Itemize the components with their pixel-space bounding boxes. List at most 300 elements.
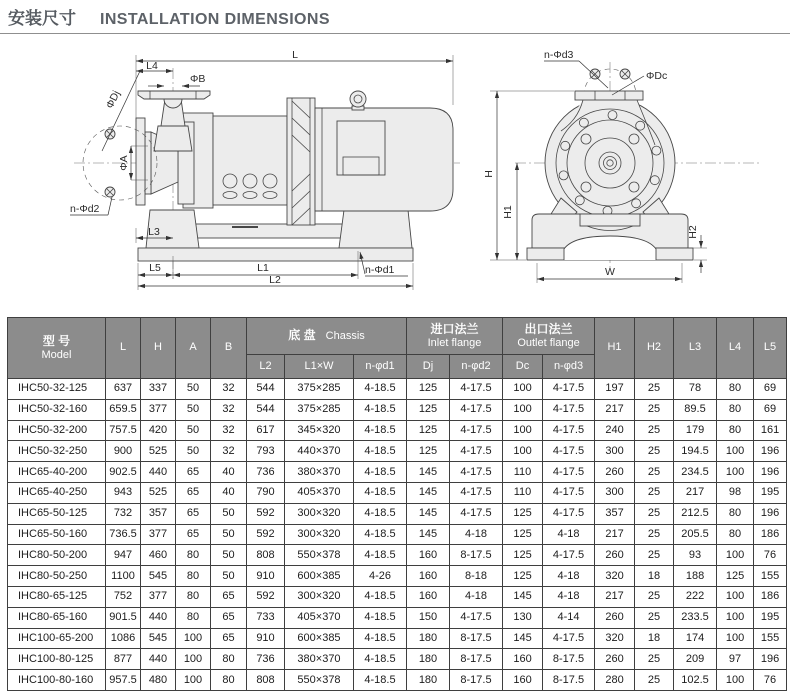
value-cell: 76 [754, 670, 787, 691]
value-cell: 25 [635, 503, 674, 524]
value-cell: 196 [754, 441, 787, 462]
value-cell: 217 [595, 399, 635, 420]
table-row [8, 503, 787, 524]
value-cell: 377 [141, 524, 176, 545]
dim-label-nphid3: n-Φd3 [544, 49, 574, 61]
value-cell: 89.5 [674, 399, 717, 420]
model-cell: IHC65-50-160 [8, 524, 106, 545]
value-cell: 357 [141, 503, 176, 524]
value-cell: 808 [247, 545, 285, 566]
value-cell: 234.5 [674, 462, 717, 483]
value-cell: 145 [407, 503, 450, 524]
group-header-outlet-flange [503, 318, 595, 355]
value-cell: 637 [106, 379, 141, 400]
value-cell: 752 [106, 586, 141, 607]
value-cell: 4-17.5 [450, 462, 503, 483]
pump-front-view-drawing [460, 38, 790, 303]
dim-label-l2: L2 [269, 274, 281, 286]
value-cell: 793 [247, 441, 285, 462]
value-cell: 100 [717, 462, 754, 483]
value-cell: 205.5 [674, 524, 717, 545]
value-cell: 4-18 [450, 524, 503, 545]
value-cell: 18 [635, 566, 674, 587]
table-row [8, 670, 787, 691]
outlet-flange [575, 69, 643, 100]
value-cell: 1086 [106, 628, 141, 649]
dim-label-l4: L4 [146, 60, 158, 72]
model-cell: IHC80-50-200 [8, 545, 106, 566]
value-cell: 25 [635, 670, 674, 691]
dim-label-l1: L1 [257, 262, 269, 274]
value-cell: 4-17.5 [450, 607, 503, 628]
value-cell: 50 [176, 420, 211, 441]
dim-label-l3: L3 [148, 226, 160, 238]
value-cell: 100 [717, 441, 754, 462]
value-cell: 545 [141, 628, 176, 649]
group-header-chassis [247, 318, 407, 355]
value-cell: 659.5 [106, 399, 141, 420]
model-cell: IHC65-40-250 [8, 482, 106, 503]
value-cell: 196 [754, 503, 787, 524]
col-header-L4: L4 [717, 318, 754, 379]
col-header-H: H [141, 318, 176, 379]
table-row [8, 441, 787, 462]
model-cell: IHC50-32-250 [8, 441, 106, 462]
page-title-zh: 安装尺寸 [8, 9, 76, 28]
value-cell: 80 [176, 586, 211, 607]
dim-label-w: W [605, 266, 615, 278]
value-cell: 4-17.5 [543, 628, 595, 649]
dimensions-table [7, 317, 787, 691]
dim-label-phidc: ΦDc [646, 70, 668, 82]
value-cell: 217 [595, 586, 635, 607]
model-cell: IHC50-32-125 [8, 379, 106, 400]
value-cell: 4-18.5 [354, 482, 407, 503]
table-row [8, 586, 787, 607]
value-cell: 440 [141, 649, 176, 670]
value-cell: 1100 [106, 566, 141, 587]
value-cell: 50 [211, 524, 247, 545]
value-cell: 196 [754, 649, 787, 670]
model-cell: IHC80-65-160 [8, 607, 106, 628]
value-cell: 592 [247, 524, 285, 545]
value-cell: 100 [503, 379, 543, 400]
value-cell: 8-17.5 [543, 670, 595, 691]
value-cell: 420 [141, 420, 176, 441]
value-cell: 440×370 [285, 441, 354, 462]
dim-label-nphid1: n-Φd1 [365, 264, 395, 276]
value-cell: 80 [211, 649, 247, 670]
model-cell: IHC100-65-200 [8, 628, 106, 649]
value-cell: 160 [503, 670, 543, 691]
value-cell: 8-17.5 [450, 545, 503, 566]
value-cell: 196 [754, 462, 787, 483]
value-cell: 80 [176, 607, 211, 628]
value-cell: 100 [503, 441, 543, 462]
dim-label-phib: ΦB [190, 73, 206, 85]
value-cell: 110 [503, 462, 543, 483]
model-cell: IHC65-50-125 [8, 503, 106, 524]
value-cell: 4-18.5 [354, 462, 407, 483]
value-cell: 4-18 [543, 586, 595, 607]
value-cell: 125 [503, 566, 543, 587]
value-cell: 25 [635, 441, 674, 462]
value-cell: 377 [141, 399, 176, 420]
value-cell: 69 [754, 399, 787, 420]
value-cell: 4-17.5 [543, 379, 595, 400]
value-cell: 957.5 [106, 670, 141, 691]
value-cell: 25 [635, 545, 674, 566]
value-cell: 947 [106, 545, 141, 566]
value-cell: 260 [595, 462, 635, 483]
value-cell: 300×320 [285, 524, 354, 545]
value-cell: 4-17.5 [543, 441, 595, 462]
value-cell: 4-17.5 [543, 399, 595, 420]
value-cell: 300×320 [285, 503, 354, 524]
value-cell: 125 [407, 420, 450, 441]
value-cell: 145 [503, 628, 543, 649]
table-row [8, 420, 787, 441]
col-header-H1: H1 [595, 318, 635, 379]
col-header-nd3: n-φd3 [543, 355, 595, 379]
value-cell: 222 [674, 586, 717, 607]
value-cell: 25 [635, 399, 674, 420]
group-header-inlet-zh: 进口法兰 [430, 321, 479, 336]
value-cell: 78 [674, 379, 717, 400]
value-cell: 8-17.5 [450, 628, 503, 649]
value-cell: 900 [106, 441, 141, 462]
value-cell: 25 [635, 420, 674, 441]
value-cell: 65 [211, 628, 247, 649]
value-cell: 877 [106, 649, 141, 670]
value-cell: 4-17.5 [450, 420, 503, 441]
value-cell: 592 [247, 503, 285, 524]
value-cell: 93 [674, 545, 717, 566]
value-cell: 25 [635, 586, 674, 607]
col-header-model-zh: 型 号 [42, 333, 71, 348]
col-header-model-en: Model [41, 348, 72, 361]
value-cell: 910 [247, 628, 285, 649]
value-cell: 80 [717, 420, 754, 441]
value-cell: 405×370 [285, 482, 354, 503]
value-cell: 943 [106, 482, 141, 503]
value-cell: 300 [595, 482, 635, 503]
value-cell: 300 [595, 441, 635, 462]
value-cell: 209 [674, 649, 717, 670]
value-cell: 550×378 [285, 545, 354, 566]
model-cell: IHC50-32-200 [8, 420, 106, 441]
value-cell: 440 [141, 462, 176, 483]
model-cell: IHC50-32-160 [8, 399, 106, 420]
value-cell: 4-18.5 [354, 649, 407, 670]
value-cell: 4-17.5 [543, 545, 595, 566]
value-cell: 32 [211, 420, 247, 441]
value-cell: 4-17.5 [543, 420, 595, 441]
value-cell: 100 [503, 420, 543, 441]
model-cell: IHC100-80-125 [8, 649, 106, 670]
value-cell: 380×370 [285, 649, 354, 670]
table-row [8, 482, 787, 503]
value-cell: 260 [595, 545, 635, 566]
table-row [8, 399, 787, 420]
value-cell: 188 [674, 566, 717, 587]
model-cell: IHC80-50-250 [8, 566, 106, 587]
group-header-chassis-en: Chassis [325, 330, 365, 343]
value-cell: 32 [211, 379, 247, 400]
value-cell: 100 [717, 670, 754, 691]
page-title-en: INSTALLATION DIMENSIONS [100, 11, 330, 28]
value-cell: 4-26 [354, 566, 407, 587]
value-cell: 80 [717, 399, 754, 420]
value-cell: 65 [176, 462, 211, 483]
dim-label-h: H [483, 170, 495, 178]
value-cell: 130 [503, 607, 543, 628]
value-cell: 160 [407, 566, 450, 587]
value-cell: 4-18.5 [354, 441, 407, 462]
value-cell: 4-17.5 [450, 399, 503, 420]
value-cell: 337 [141, 379, 176, 400]
value-cell: 50 [211, 545, 247, 566]
table-body [8, 379, 787, 691]
value-cell: 155 [754, 566, 787, 587]
dim-label-h1: H1 [502, 205, 514, 219]
value-cell: 4-18.5 [354, 628, 407, 649]
value-cell: 736.5 [106, 524, 141, 545]
value-cell: 145 [503, 586, 543, 607]
value-cell: 544 [247, 379, 285, 400]
value-cell: 600×385 [285, 628, 354, 649]
value-cell: 901.5 [106, 607, 141, 628]
value-cell: 100 [717, 628, 754, 649]
value-cell: 65 [211, 607, 247, 628]
value-cell: 65 [176, 482, 211, 503]
value-cell: 98 [717, 482, 754, 503]
value-cell: 4-18.5 [354, 420, 407, 441]
value-cell: 80 [717, 379, 754, 400]
col-header-B: B [211, 318, 247, 379]
value-cell: 8-18 [450, 566, 503, 587]
value-cell: 100 [717, 607, 754, 628]
value-cell: 145 [407, 462, 450, 483]
value-cell: 145 [407, 524, 450, 545]
value-cell: 195 [754, 482, 787, 503]
value-cell: 125 [503, 524, 543, 545]
dim-label-h2: H2 [687, 225, 699, 239]
table-row [8, 545, 787, 566]
table-row [8, 524, 787, 545]
value-cell: 480 [141, 670, 176, 691]
value-cell: 280 [595, 670, 635, 691]
value-cell: 4-18 [450, 586, 503, 607]
value-cell: 195 [754, 607, 787, 628]
value-cell: 80 [176, 545, 211, 566]
value-cell: 25 [635, 462, 674, 483]
value-cell: 186 [754, 586, 787, 607]
value-cell: 110 [503, 482, 543, 503]
value-cell: 18 [635, 628, 674, 649]
table-header [8, 318, 787, 379]
value-cell: 161 [754, 420, 787, 441]
value-cell: 25 [635, 524, 674, 545]
value-cell: 125 [717, 566, 754, 587]
value-cell: 186 [754, 524, 787, 545]
value-cell: 102.5 [674, 670, 717, 691]
model-cell: IHC100-80-160 [8, 670, 106, 691]
value-cell: 125 [407, 441, 450, 462]
table-row [8, 607, 787, 628]
value-cell: 80 [176, 566, 211, 587]
dim-label-phia: ΦA [118, 155, 130, 171]
value-cell: 160 [407, 586, 450, 607]
col-header-L5: L5 [754, 318, 787, 379]
group-header-inlet-flange [407, 318, 503, 355]
value-cell: 4-14 [543, 607, 595, 628]
value-cell: 550×378 [285, 670, 354, 691]
table-row [8, 649, 787, 670]
value-cell: 8-17.5 [450, 649, 503, 670]
value-cell: 240 [595, 420, 635, 441]
value-cell: 65 [176, 503, 211, 524]
col-header-model [8, 318, 106, 379]
value-cell: 910 [247, 566, 285, 587]
table-row [8, 628, 787, 649]
value-cell: 50 [176, 379, 211, 400]
group-header-chassis-zh: 底 盘 [288, 328, 316, 343]
value-cell: 4-18.5 [354, 399, 407, 420]
col-header-L2: L2 [247, 355, 285, 379]
value-cell: 160 [503, 649, 543, 670]
value-cell: 145 [407, 482, 450, 503]
value-cell: 460 [141, 545, 176, 566]
title-divider [0, 33, 790, 34]
value-cell: 100 [176, 670, 211, 691]
value-cell: 179 [674, 420, 717, 441]
base-assembly [138, 210, 413, 261]
lifting-eye [350, 91, 366, 107]
value-cell: 525 [141, 482, 176, 503]
page-title [8, 4, 330, 29]
value-cell: 757.5 [106, 420, 141, 441]
col-header-L1xW: L1×W [285, 355, 354, 379]
value-cell: 790 [247, 482, 285, 503]
value-cell: 180 [407, 649, 450, 670]
dim-label-l: L [292, 49, 298, 61]
value-cell: 736 [247, 462, 285, 483]
value-cell: 8-17.5 [450, 670, 503, 691]
value-cell: 808 [247, 670, 285, 691]
value-cell: 4-18.5 [354, 607, 407, 628]
value-cell: 97 [717, 649, 754, 670]
value-cell: 4-18.5 [354, 379, 407, 400]
model-cell: IHC65-40-200 [8, 462, 106, 483]
value-cell: 50 [176, 441, 211, 462]
dim-label-nphid2: n-Φd2 [70, 203, 100, 215]
value-cell: 125 [503, 545, 543, 566]
value-cell: 4-18 [543, 566, 595, 587]
value-cell: 174 [674, 628, 717, 649]
col-header-Dc: Dc [503, 355, 543, 379]
value-cell: 375×285 [285, 379, 354, 400]
value-cell: 80 [211, 670, 247, 691]
value-cell: 357 [595, 503, 635, 524]
value-cell: 377 [141, 586, 176, 607]
value-cell: 125 [407, 379, 450, 400]
value-cell: 4-17.5 [450, 379, 503, 400]
value-cell: 100 [176, 628, 211, 649]
value-cell: 545 [141, 566, 176, 587]
value-cell: 732 [106, 503, 141, 524]
value-cell: 617 [247, 420, 285, 441]
value-cell: 4-18.5 [354, 503, 407, 524]
value-cell: 100 [717, 586, 754, 607]
value-cell: 544 [247, 399, 285, 420]
value-cell: 50 [211, 566, 247, 587]
value-cell: 4-18 [543, 524, 595, 545]
value-cell: 217 [595, 524, 635, 545]
value-cell: 80 [717, 503, 754, 524]
value-cell: 25 [635, 607, 674, 628]
value-cell: 212.5 [674, 503, 717, 524]
value-cell: 380×370 [285, 462, 354, 483]
value-cell: 50 [211, 503, 247, 524]
model-cell: IHC80-65-125 [8, 586, 106, 607]
value-cell: 69 [754, 379, 787, 400]
value-cell: 180 [407, 670, 450, 691]
motor [315, 91, 453, 211]
value-cell: 320 [595, 566, 635, 587]
value-cell: 440 [141, 607, 176, 628]
value-cell: 736 [247, 649, 285, 670]
value-cell: 40 [211, 482, 247, 503]
value-cell: 4-17.5 [543, 503, 595, 524]
group-header-outlet-zh: 出口法兰 [524, 321, 573, 336]
value-cell: 4-18.5 [354, 586, 407, 607]
group-header-outlet-en: Outlet flange [517, 336, 580, 349]
value-cell: 100 [503, 399, 543, 420]
value-cell: 345×320 [285, 420, 354, 441]
col-header-nd1: n-φd1 [354, 355, 407, 379]
value-cell: 155 [754, 628, 787, 649]
value-cell: 100 [176, 649, 211, 670]
value-cell: 76 [754, 545, 787, 566]
value-cell: 233.5 [674, 607, 717, 628]
value-cell: 100 [717, 545, 754, 566]
table-row [8, 379, 787, 400]
value-cell: 4-18.5 [354, 524, 407, 545]
dim-label-l5: L5 [149, 262, 161, 274]
value-cell: 65 [176, 524, 211, 545]
pump-side-view-drawing [60, 38, 460, 303]
value-cell: 525 [141, 441, 176, 462]
value-cell: 80 [717, 524, 754, 545]
value-cell: 4-17.5 [450, 441, 503, 462]
col-header-L3: L3 [674, 318, 717, 379]
table-row [8, 462, 787, 483]
value-cell: 25 [635, 379, 674, 400]
col-header-nd2: n-φd2 [450, 355, 503, 379]
value-cell: 733 [247, 607, 285, 628]
value-cell: 32 [211, 441, 247, 462]
dim-label-phidj: ΦDj [103, 88, 123, 111]
value-cell: 180 [407, 628, 450, 649]
table-row [8, 566, 787, 587]
value-cell: 125 [503, 503, 543, 524]
value-cell: 4-17.5 [543, 462, 595, 483]
value-cell: 65 [211, 586, 247, 607]
value-cell: 4-17.5 [450, 503, 503, 524]
value-cell: 4-17.5 [450, 482, 503, 503]
value-cell: 25 [635, 482, 674, 503]
